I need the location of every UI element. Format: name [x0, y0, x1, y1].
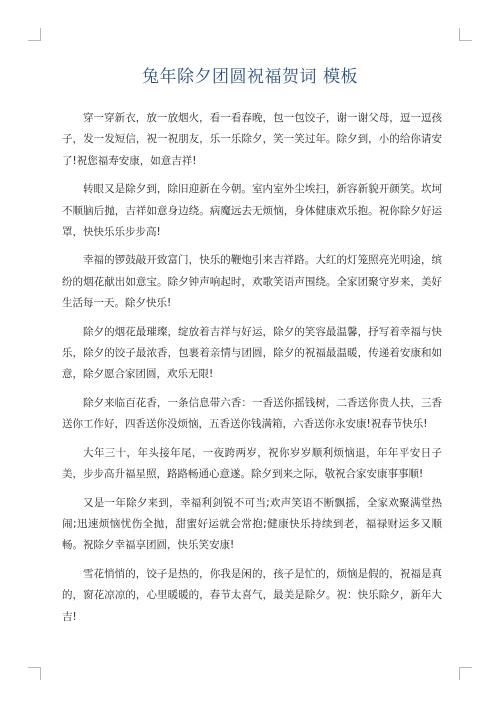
paragraph-3: 幸福的锣鼓敲开致富门，快乐的鞭炮引来吉祥路。大红的灯笼照亮光明途，缤纷的烟花献出如意宝。除夕钟声响起时，欢歌笑语声围绕。全家团聚守岁来，美好生活每一天。除夕快乐! — [62, 254, 442, 310]
page-corner-mark-bottom-right — [459, 667, 472, 680]
paragraph-5: 除夕来临百花香，一条信息带六香：一香送你摇钱树，二香送你贵人扶，三香送你工作好，四香送你没烦恼，五香送你钱满箱，六香送你永安康!祝春节快乐! — [62, 396, 442, 431]
paragraph-1: 穿一穿新衣，放一放烟火，看一看春晚，包一包饺子，谢一谢父母，逗一逗孩子，发一发短信，祝一祝朋友，乐一乐除夕，笑一笑过年。除夕到，小的给你请安了!祝您福寿安康，如意吉祥! — [62, 112, 442, 167]
paragraph-6: 大年三十，年头接年尾，一夜跨两岁，祝你岁岁顺利烦恼退，年年平安日子美，步步高升福星照，路路畅通心意遂。除夕到来之际，敬祝合家安康事事顺! — [62, 446, 442, 481]
document-body — [62, 108, 442, 635]
paragraph-7: 又是一年除夕来到，幸福利剑锐不可当;欢声笑语不断飘摇，全家欢聚满堂热闹;迅速烦恼忧伤全抛，甜蜜好运就会常抱;健康快乐持续到老，福禄财运多又顺畅。祝除夕幸福享团圆，快乐笑安康! — [62, 496, 442, 552]
page-corner-mark-top-left — [28, 28, 41, 41]
paragraph-8: 雪花悄悄的，饺子是热的，你我是闲的，孩子是忙的，烦恼是假的，祝福是真的，窗花凉凉的，心里暖暖的，春节太喜气，最美是除夕。祝：快乐除夕，新年大吉! — [62, 567, 442, 623]
paragraph-4: 除夕的烟花最璀璨，绽放着吉祥与好运，除夕的笑容最温馨，抒写着幸福与快乐，除夕的饺子最浓香，包裹着亲情与团圆，除夕的祝福最温暖，传递着安康和如意，除夕愿合家团圆，欢乐无限! — [62, 325, 442, 381]
paragraph-2: 转眼又是除夕到，除旧迎新在今朝。室内室外尘埃扫，新容新貌开颜笑。坎坷不顺脑后抛，吉祥如意身边绕。病魔远去无烦恼，身体健康欢乐抱。祝你除夕好运罩，快快乐乐步步高! — [62, 183, 442, 239]
page-corner-mark-top-right — [459, 28, 472, 41]
page-corner-mark-bottom-left — [28, 667, 41, 680]
document-title: 兔年除夕团圆祝福贺词 模板 — [142, 67, 358, 87]
